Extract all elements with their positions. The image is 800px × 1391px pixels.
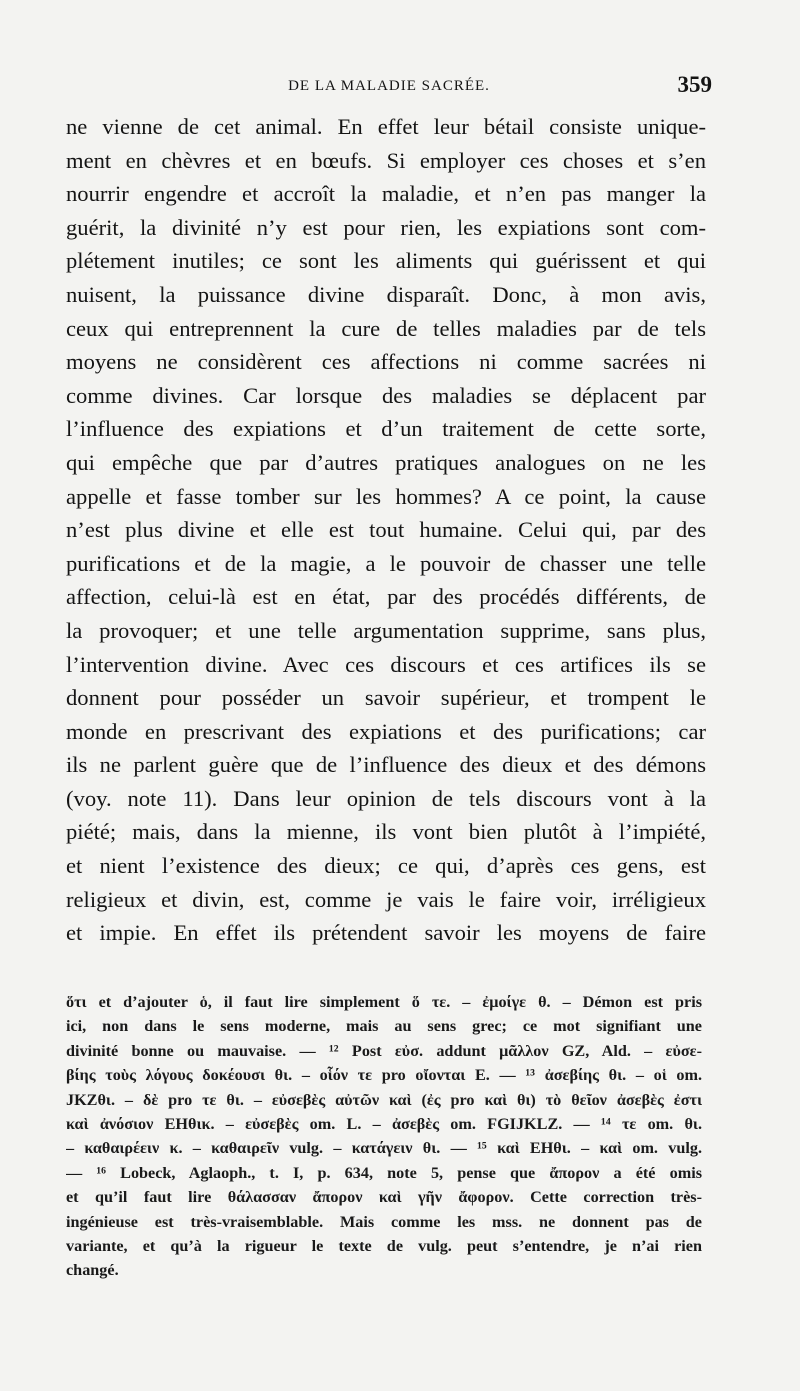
text-line: ils ne parlent guère que de l’influence des dieux et des démons [66,752,706,778]
text-line: ceux qui entreprennent la cure de telles maladies par de tels [66,315,706,341]
footnote-line: ὅτι et d’ajouter ὁ, il faut lire simplement ὅ τε. – ἐμοίγε θ. – Démon est pris [66,993,702,1011]
text-line: comme divines. Car lorsque des maladies se déplacent par [66,382,706,408]
footnote-line: JKZθι. – δὲ pro τε θι. – εὐσεβὲς αὐτῶν καὶ (ἐς pro καὶ θι) τὸ θεῖον ἀσεβὲς ἐστι [66,1090,702,1109]
text-line: plétement inutiles; ce sont les aliments qui guérissent et qui [66,248,706,274]
text-line: nourrir engendre et accroît la maladie, et n’en pas manger la [66,181,706,207]
footnote-line: divinité bonne ou mauvaise. — ¹² Post εὐσ. addunt μᾶλλον GZ, Ald. – εὐσε- [66,1041,702,1060]
page-header [70,72,712,104]
text-line: ne vienne de cet animal. En effet leur bétail consiste unique- [66,114,706,139]
footnote-line: ici, non dans le sens moderne, mais au sens grec; ce mot signifiant une [66,1017,702,1036]
text-line: n’est plus divine et elle est tout humaine. Celui qui, par des [66,517,706,543]
main-text [66,110,706,950]
footnote-line: — ¹⁶ Lobeck, Aglaoph., t. I, p. 634, note 5, pense que ἄπορον a été omis [66,1163,702,1182]
text-line: moyens ne considèrent ces affections ni comme sacrées ni [66,349,706,375]
text-line: donnent pour posséder un savoir supérieur, et trompent le [66,685,706,711]
page-number: 359 [677,72,712,97]
text-line: affection, celui-là est en état, par des procédés différents, de [66,584,706,610]
text-line: monde en prescrivant des expiations et des purifications; car [66,718,706,744]
text-line: qui empêche que par d’autres pratiques analogues on ne les [66,449,706,475]
text-line: piété; mais, dans la mienne, ils vont bien plutôt à l’impiété, [66,819,706,845]
running-title: DE LA MALADIE SACRÉE. [288,78,490,94]
text-line: l’intervention divine. Avec ces discours et ces artifices ils se [66,651,706,677]
text-line: et impie. En effet ils prétendent savoir les moyens de faire [66,920,706,946]
text-line: nuisent, la puissance divine disparaît. Donc, à mon avis, [66,281,706,307]
text-line: appelle et fasse tomber sur les hommes? A ce point, la cause [66,483,706,509]
footnote-line: variante, et qu’à la rigueur le texte de vulg. peut s’entendre, je n’ai rien [66,1236,702,1255]
footnote-line: ingénieuse est très-vraisemblable. Mais comme les mss. ne donnent pas de [66,1212,702,1231]
text-line: la provoquer; et une telle argumentation supprime, sans plus, [66,617,706,643]
text-line: guérit, la divinité n’y est pour rien, les expiations sont com- [66,214,706,240]
footnote-line: καὶ ἀνόσιον EHθικ. – εὐσεβὲς om. L. – ἀσεβὲς om. FGIJKLZ. — ¹⁴ τε om. θι. [66,1114,702,1133]
footnotes [66,990,702,1283]
footnote-line: changé. [66,1261,119,1280]
text-line: purifications et de la magie, a le pouvoir de chasser une telle [66,550,706,576]
footnote-line: et qu’il faut lire θάλασσαν ἄπορον καὶ γῆν ἄφορον. Cette correction très- [66,1188,702,1207]
text-line: ment en chèvres et en bœufs. Si employer ces choses et s’en [66,147,706,173]
footnote-line: βίης τοὺς λόγους δοκέουσι θι. – οἷόν τε pro οἴονται E. — ¹³ ἀσεβίης θι. – οἱ om. [66,1066,702,1085]
text-line: religieux et divin, est, comme je vais le faire voir, irréligieux [66,886,706,912]
text-line: (voy. note 11). Dans leur opinion de tels discours vont à la [66,785,706,811]
text-line: l’influence des expiations et d’un traitement de cette sorte, [66,416,706,442]
text-line: et nient l’existence des dieux; ce qui, d’après ces gens, est [66,853,706,879]
footnote-line: – καθαιρέειν κ. – καθαιρεῖν vulg. – κατάγειν θι. — ¹⁵ καὶ EHθι. – καὶ om. vulg. [66,1139,702,1158]
